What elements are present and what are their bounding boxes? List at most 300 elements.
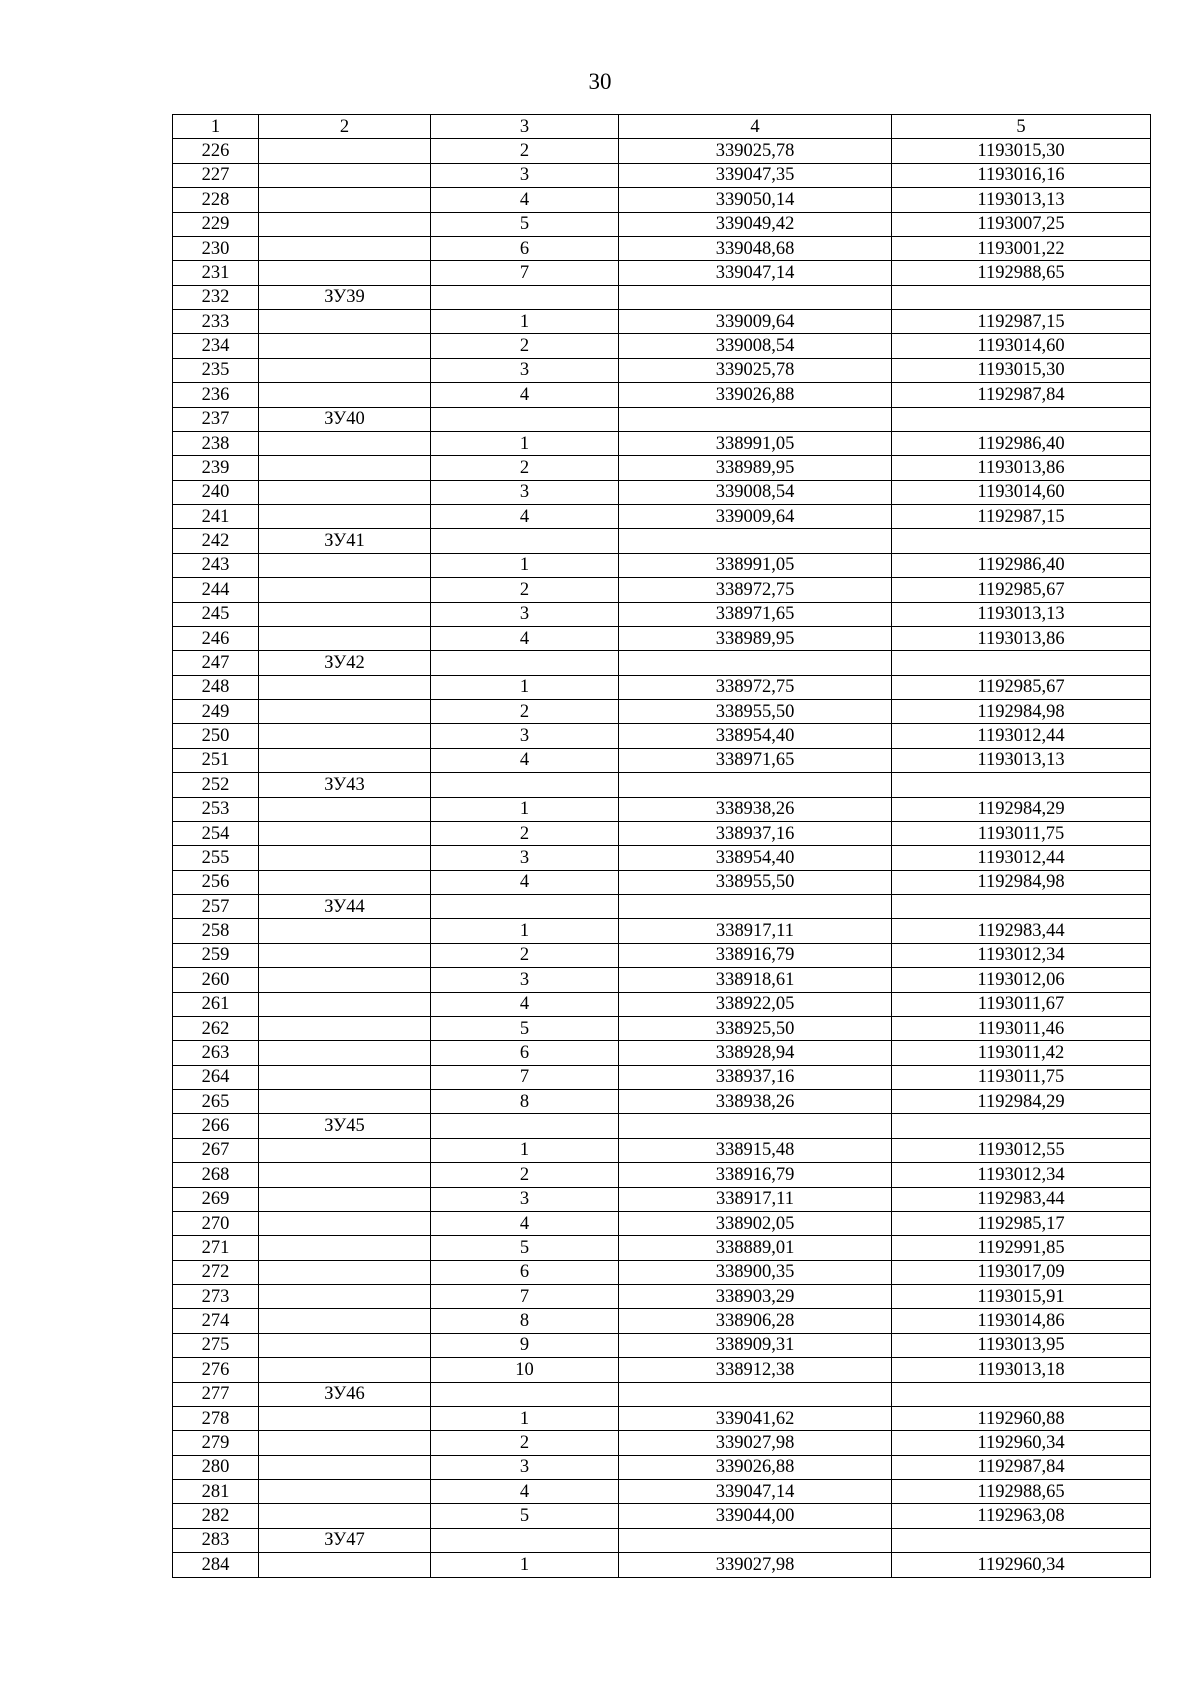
coord-y-cell: 1193017,09: [892, 1260, 1151, 1284]
row-number-cell: 274: [173, 1309, 259, 1333]
row-number-cell: 278: [173, 1406, 259, 1430]
parcel-cell: [259, 797, 431, 821]
coord-x-cell: [619, 285, 892, 309]
point-number-cell: 3: [431, 846, 619, 870]
coord-x-cell: 339050,14: [619, 188, 892, 212]
coord-y-cell: [892, 407, 1151, 431]
parcel-cell: [259, 968, 431, 992]
parcel-cell: [259, 383, 431, 407]
coord-y-cell: 1193015,91: [892, 1285, 1151, 1309]
table-row: [173, 943, 1151, 967]
row-number-cell: 257: [173, 895, 259, 919]
table-row: [173, 700, 1151, 724]
parcel-cell: [259, 505, 431, 529]
column-header-4: 4: [619, 115, 892, 139]
table-row: [173, 334, 1151, 358]
row-number-cell: 239: [173, 456, 259, 480]
coord-y-cell: 1192987,15: [892, 505, 1151, 529]
row-number-cell: 246: [173, 626, 259, 650]
row-number-cell: 245: [173, 602, 259, 626]
point-number-cell: 3: [431, 724, 619, 748]
table-row: [173, 407, 1151, 431]
coord-y-cell: 1192983,44: [892, 919, 1151, 943]
table-row: [173, 236, 1151, 260]
coord-y-cell: 1193011,46: [892, 1016, 1151, 1040]
coord-x-cell: 338922,05: [619, 992, 892, 1016]
coord-x-cell: 338955,50: [619, 700, 892, 724]
table-row: [173, 992, 1151, 1016]
column-header-3: 3: [431, 115, 619, 139]
table-row: [173, 505, 1151, 529]
parcel-cell: [259, 1090, 431, 1114]
coord-y-cell: 1193012,34: [892, 943, 1151, 967]
coord-x-cell: 338972,75: [619, 675, 892, 699]
table-row: [173, 1333, 1151, 1357]
point-number-cell: 2: [431, 578, 619, 602]
table-row: [173, 1114, 1151, 1138]
coord-x-cell: 339026,88: [619, 1455, 892, 1479]
row-number-cell: 253: [173, 797, 259, 821]
row-number-cell: 232: [173, 285, 259, 309]
table-row: [173, 1260, 1151, 1284]
table-row: [173, 163, 1151, 187]
coord-y-cell: 1193011,67: [892, 992, 1151, 1016]
coord-y-cell: 1193016,16: [892, 163, 1151, 187]
point-number-cell: 4: [431, 870, 619, 894]
point-number-cell: 4: [431, 505, 619, 529]
row-number-cell: 252: [173, 773, 259, 797]
coord-x-cell: 338917,11: [619, 919, 892, 943]
coord-y-cell: 1192984,98: [892, 870, 1151, 894]
parcel-cell: [259, 358, 431, 382]
point-number-cell: [431, 285, 619, 309]
column-header-2: 2: [259, 115, 431, 139]
coord-x-cell: 338925,50: [619, 1016, 892, 1040]
row-number-cell: 284: [173, 1553, 259, 1577]
coord-y-cell: 1193015,30: [892, 139, 1151, 163]
point-number-cell: 2: [431, 1163, 619, 1187]
coord-x-cell: 339008,54: [619, 480, 892, 504]
row-number-cell: 276: [173, 1358, 259, 1382]
coord-y-cell: [892, 773, 1151, 797]
table-row: [173, 358, 1151, 382]
coord-x-cell: 338917,11: [619, 1187, 892, 1211]
coord-x-cell: 339027,98: [619, 1553, 892, 1577]
table-row: [173, 919, 1151, 943]
table-row: [173, 1090, 1151, 1114]
row-number-cell: 243: [173, 553, 259, 577]
coord-x-cell: 338900,35: [619, 1260, 892, 1284]
coord-y-cell: [892, 1528, 1151, 1552]
point-number-cell: 3: [431, 163, 619, 187]
coord-y-cell: 1192986,40: [892, 431, 1151, 455]
parcel-cell: [259, 334, 431, 358]
coord-y-cell: 1193012,06: [892, 968, 1151, 992]
coord-x-cell: 338989,95: [619, 456, 892, 480]
row-number-cell: 234: [173, 334, 259, 358]
row-number-cell: 255: [173, 846, 259, 870]
point-number-cell: 2: [431, 821, 619, 845]
table-row: [173, 261, 1151, 285]
parcel-cell: [259, 1065, 431, 1089]
row-number-cell: 248: [173, 675, 259, 699]
point-number-cell: 1: [431, 919, 619, 943]
coord-y-cell: 1192986,40: [892, 553, 1151, 577]
parcel-cell: [259, 1163, 431, 1187]
coord-y-cell: 1192985,17: [892, 1211, 1151, 1235]
point-number-cell: 1: [431, 675, 619, 699]
parcel-cell: [259, 212, 431, 236]
point-number-cell: 4: [431, 748, 619, 772]
table-row: [173, 1187, 1151, 1211]
coord-y-cell: 1192984,98: [892, 700, 1151, 724]
point-number-cell: 6: [431, 1260, 619, 1284]
coord-y-cell: 1193011,42: [892, 1041, 1151, 1065]
parcel-cell: [259, 626, 431, 650]
row-number-cell: 235: [173, 358, 259, 382]
coord-y-cell: 1193014,86: [892, 1309, 1151, 1333]
parcel-cell: [259, 310, 431, 334]
coord-y-cell: 1193012,44: [892, 846, 1151, 870]
parcel-cell: [259, 1260, 431, 1284]
table-row: [173, 1065, 1151, 1089]
coord-x-cell: 339027,98: [619, 1431, 892, 1455]
row-number-cell: 249: [173, 700, 259, 724]
parcel-cell: [259, 870, 431, 894]
row-number-cell: 238: [173, 431, 259, 455]
point-number-cell: 2: [431, 943, 619, 967]
coord-y-cell: 1193013,18: [892, 1358, 1151, 1382]
table-row: [173, 310, 1151, 334]
parcel-cell: [259, 1187, 431, 1211]
point-number-cell: [431, 651, 619, 675]
coord-y-cell: 1192987,84: [892, 1455, 1151, 1479]
coord-x-cell: 339025,78: [619, 139, 892, 163]
coord-x-cell: [619, 1114, 892, 1138]
parcel-cell: [259, 1431, 431, 1455]
coord-x-cell: 338938,26: [619, 1090, 892, 1114]
table-row: [173, 1431, 1151, 1455]
page-number: 30: [588, 69, 612, 94]
coord-x-cell: 338991,05: [619, 553, 892, 577]
row-number-cell: 244: [173, 578, 259, 602]
point-number-cell: 1: [431, 1138, 619, 1162]
table-row: [173, 1041, 1151, 1065]
table-row: [173, 968, 1151, 992]
table-row: [173, 431, 1151, 455]
coord-x-cell: 338955,50: [619, 870, 892, 894]
point-number-cell: 2: [431, 334, 619, 358]
point-number-cell: 1: [431, 1406, 619, 1430]
coord-x-cell: 338912,38: [619, 1358, 892, 1382]
coord-y-cell: 1193013,86: [892, 456, 1151, 480]
row-number-cell: 236: [173, 383, 259, 407]
table-row: [173, 797, 1151, 821]
parcel-cell: [259, 821, 431, 845]
point-number-cell: 2: [431, 700, 619, 724]
table-row: [173, 602, 1151, 626]
row-number-cell: 282: [173, 1504, 259, 1528]
coord-x-cell: 339049,42: [619, 212, 892, 236]
coord-y-cell: 1193007,25: [892, 212, 1151, 236]
row-number-cell: 227: [173, 163, 259, 187]
table-row: [173, 553, 1151, 577]
point-number-cell: [431, 1114, 619, 1138]
table-row: [173, 1309, 1151, 1333]
parcel-cell: [259, 1358, 431, 1382]
coord-x-cell: 339047,35: [619, 163, 892, 187]
coord-y-cell: 1193014,60: [892, 334, 1151, 358]
coord-x-cell: 338903,29: [619, 1285, 892, 1309]
row-number-cell: 272: [173, 1260, 259, 1284]
column-header-5: 5: [892, 115, 1151, 139]
parcel-cell: ЗУ45: [259, 1114, 431, 1138]
table-row: [173, 578, 1151, 602]
row-number-cell: 250: [173, 724, 259, 748]
parcel-cell: [259, 675, 431, 699]
coord-y-cell: 1192988,65: [892, 261, 1151, 285]
coord-y-cell: 1193013,13: [892, 748, 1151, 772]
table-row: [173, 1480, 1151, 1504]
coord-x-cell: 339009,64: [619, 310, 892, 334]
point-number-cell: 8: [431, 1309, 619, 1333]
parcel-cell: [259, 1285, 431, 1309]
table-row: [173, 285, 1151, 309]
point-number-cell: 3: [431, 1455, 619, 1479]
coord-x-cell: 338989,95: [619, 626, 892, 650]
row-number-cell: 230: [173, 236, 259, 260]
row-number-cell: 254: [173, 821, 259, 845]
parcel-cell: [259, 1236, 431, 1260]
row-number-cell: 268: [173, 1163, 259, 1187]
table-row: [173, 724, 1151, 748]
parcel-cell: [259, 261, 431, 285]
coord-x-cell: 339044,00: [619, 1504, 892, 1528]
row-number-cell: 263: [173, 1041, 259, 1065]
table-row: [173, 383, 1151, 407]
coord-y-cell: 1192960,88: [892, 1406, 1151, 1430]
table-row: [173, 529, 1151, 553]
coord-x-cell: 338889,01: [619, 1236, 892, 1260]
coord-y-cell: [892, 651, 1151, 675]
parcel-cell: ЗУ43: [259, 773, 431, 797]
table-row: [173, 188, 1151, 212]
row-number-cell: 270: [173, 1211, 259, 1235]
point-number-cell: 7: [431, 1065, 619, 1089]
coord-x-cell: 338916,79: [619, 943, 892, 967]
coord-y-cell: 1192987,84: [892, 383, 1151, 407]
coord-x-cell: [619, 407, 892, 431]
parcel-cell: [259, 431, 431, 455]
table-row: [173, 821, 1151, 845]
coord-y-cell: 1192963,08: [892, 1504, 1151, 1528]
row-number-cell: 280: [173, 1455, 259, 1479]
point-number-cell: 9: [431, 1333, 619, 1357]
row-number-cell: 228: [173, 188, 259, 212]
coord-y-cell: 1193011,75: [892, 1065, 1151, 1089]
point-number-cell: 5: [431, 1236, 619, 1260]
parcel-cell: [259, 602, 431, 626]
point-number-cell: 4: [431, 188, 619, 212]
row-number-cell: 242: [173, 529, 259, 553]
row-number-cell: 271: [173, 1236, 259, 1260]
coord-y-cell: [892, 529, 1151, 553]
point-number-cell: 2: [431, 1431, 619, 1455]
coord-x-cell: 338938,26: [619, 797, 892, 821]
point-number-cell: 5: [431, 1504, 619, 1528]
point-number-cell: 8: [431, 1090, 619, 1114]
point-number-cell: 10: [431, 1358, 619, 1382]
coord-y-cell: 1193001,22: [892, 236, 1151, 260]
parcel-cell: [259, 1016, 431, 1040]
coord-y-cell: 1192984,29: [892, 797, 1151, 821]
parcel-cell: [259, 578, 431, 602]
parcel-cell: [259, 236, 431, 260]
row-number-cell: 251: [173, 748, 259, 772]
row-number-cell: 266: [173, 1114, 259, 1138]
point-number-cell: 1: [431, 310, 619, 334]
row-number-cell: 240: [173, 480, 259, 504]
point-number-cell: 5: [431, 1016, 619, 1040]
row-number-cell: 264: [173, 1065, 259, 1089]
parcel-cell: [259, 700, 431, 724]
parcel-cell: [259, 748, 431, 772]
coord-y-cell: [892, 1114, 1151, 1138]
coord-y-cell: 1193011,75: [892, 821, 1151, 845]
row-number-cell: 262: [173, 1016, 259, 1040]
row-number-cell: 267: [173, 1138, 259, 1162]
row-number-cell: 231: [173, 261, 259, 285]
parcel-cell: [259, 1138, 431, 1162]
coord-y-cell: [892, 285, 1151, 309]
coord-x-cell: 338937,16: [619, 821, 892, 845]
coord-x-cell: 338902,05: [619, 1211, 892, 1235]
coord-x-cell: 338937,16: [619, 1065, 892, 1089]
row-number-cell: 237: [173, 407, 259, 431]
table-row: [173, 1138, 1151, 1162]
table-header-row: [173, 115, 1151, 139]
point-number-cell: 5: [431, 212, 619, 236]
parcel-cell: [259, 1211, 431, 1235]
table-row: [173, 651, 1151, 675]
coord-x-cell: [619, 529, 892, 553]
parcel-cell: ЗУ41: [259, 529, 431, 553]
table-row: [173, 1553, 1151, 1577]
row-number-cell: 283: [173, 1528, 259, 1552]
row-number-cell: 269: [173, 1187, 259, 1211]
row-number-cell: 256: [173, 870, 259, 894]
row-number-cell: 277: [173, 1382, 259, 1406]
parcel-cell: [259, 1333, 431, 1357]
coord-y-cell: [892, 895, 1151, 919]
row-number-cell: 260: [173, 968, 259, 992]
point-number-cell: [431, 529, 619, 553]
coord-y-cell: 1192991,85: [892, 1236, 1151, 1260]
coord-x-cell: 338916,79: [619, 1163, 892, 1187]
table-row: [173, 626, 1151, 650]
point-number-cell: [431, 895, 619, 919]
row-number-cell: 273: [173, 1285, 259, 1309]
parcel-cell: [259, 992, 431, 1016]
coord-x-cell: [619, 1382, 892, 1406]
parcel-cell: ЗУ47: [259, 1528, 431, 1552]
point-number-cell: [431, 773, 619, 797]
coord-y-cell: 1192984,29: [892, 1090, 1151, 1114]
coord-x-cell: 338918,61: [619, 968, 892, 992]
table-row: [173, 748, 1151, 772]
table-row: [173, 456, 1151, 480]
coord-x-cell: 338928,94: [619, 1041, 892, 1065]
table-row: [173, 1504, 1151, 1528]
point-number-cell: 4: [431, 1211, 619, 1235]
table-row: [173, 1016, 1151, 1040]
parcel-cell: [259, 943, 431, 967]
coord-x-cell: 338915,48: [619, 1138, 892, 1162]
row-number-cell: 229: [173, 212, 259, 236]
parcel-cell: [259, 480, 431, 504]
parcel-cell: [259, 919, 431, 943]
coord-y-cell: 1192983,44: [892, 1187, 1151, 1211]
point-number-cell: 4: [431, 1480, 619, 1504]
row-number-cell: 281: [173, 1480, 259, 1504]
point-number-cell: 7: [431, 1285, 619, 1309]
coord-y-cell: 1193012,55: [892, 1138, 1151, 1162]
row-number-cell: 275: [173, 1333, 259, 1357]
coord-y-cell: 1192987,15: [892, 310, 1151, 334]
table-row: [173, 846, 1151, 870]
point-number-cell: 4: [431, 626, 619, 650]
coord-y-cell: 1193014,60: [892, 480, 1151, 504]
parcel-cell: ЗУ40: [259, 407, 431, 431]
coord-y-cell: 1193013,86: [892, 626, 1151, 650]
parcel-cell: [259, 553, 431, 577]
point-number-cell: 4: [431, 992, 619, 1016]
coord-x-cell: 338954,40: [619, 724, 892, 748]
point-number-cell: 3: [431, 968, 619, 992]
coord-x-cell: 338954,40: [619, 846, 892, 870]
coord-x-cell: 339026,88: [619, 383, 892, 407]
parcel-cell: ЗУ42: [259, 651, 431, 675]
table-row: [173, 1163, 1151, 1187]
parcel-cell: [259, 1504, 431, 1528]
coord-y-cell: 1193013,13: [892, 602, 1151, 626]
table-row: [173, 1455, 1151, 1479]
point-number-cell: 3: [431, 480, 619, 504]
table-row: [173, 773, 1151, 797]
point-number-cell: 1: [431, 797, 619, 821]
coord-x-cell: 339025,78: [619, 358, 892, 382]
row-number-cell: 279: [173, 1431, 259, 1455]
table-row: [173, 1528, 1151, 1552]
coord-x-cell: 338909,31: [619, 1333, 892, 1357]
table-row: [173, 1406, 1151, 1430]
point-number-cell: 1: [431, 1553, 619, 1577]
coord-y-cell: 1192960,34: [892, 1553, 1151, 1577]
parcel-cell: ЗУ44: [259, 895, 431, 919]
parcel-cell: [259, 846, 431, 870]
parcel-cell: [259, 139, 431, 163]
coord-x-cell: [619, 895, 892, 919]
row-number-cell: 261: [173, 992, 259, 1016]
table-row: [173, 675, 1151, 699]
table-row: [173, 1358, 1151, 1382]
row-number-cell: 226: [173, 139, 259, 163]
coord-x-cell: [619, 651, 892, 675]
parcel-cell: [259, 1406, 431, 1430]
parcel-cell: ЗУ39: [259, 285, 431, 309]
coord-y-cell: 1192985,67: [892, 675, 1151, 699]
point-number-cell: 6: [431, 1041, 619, 1065]
